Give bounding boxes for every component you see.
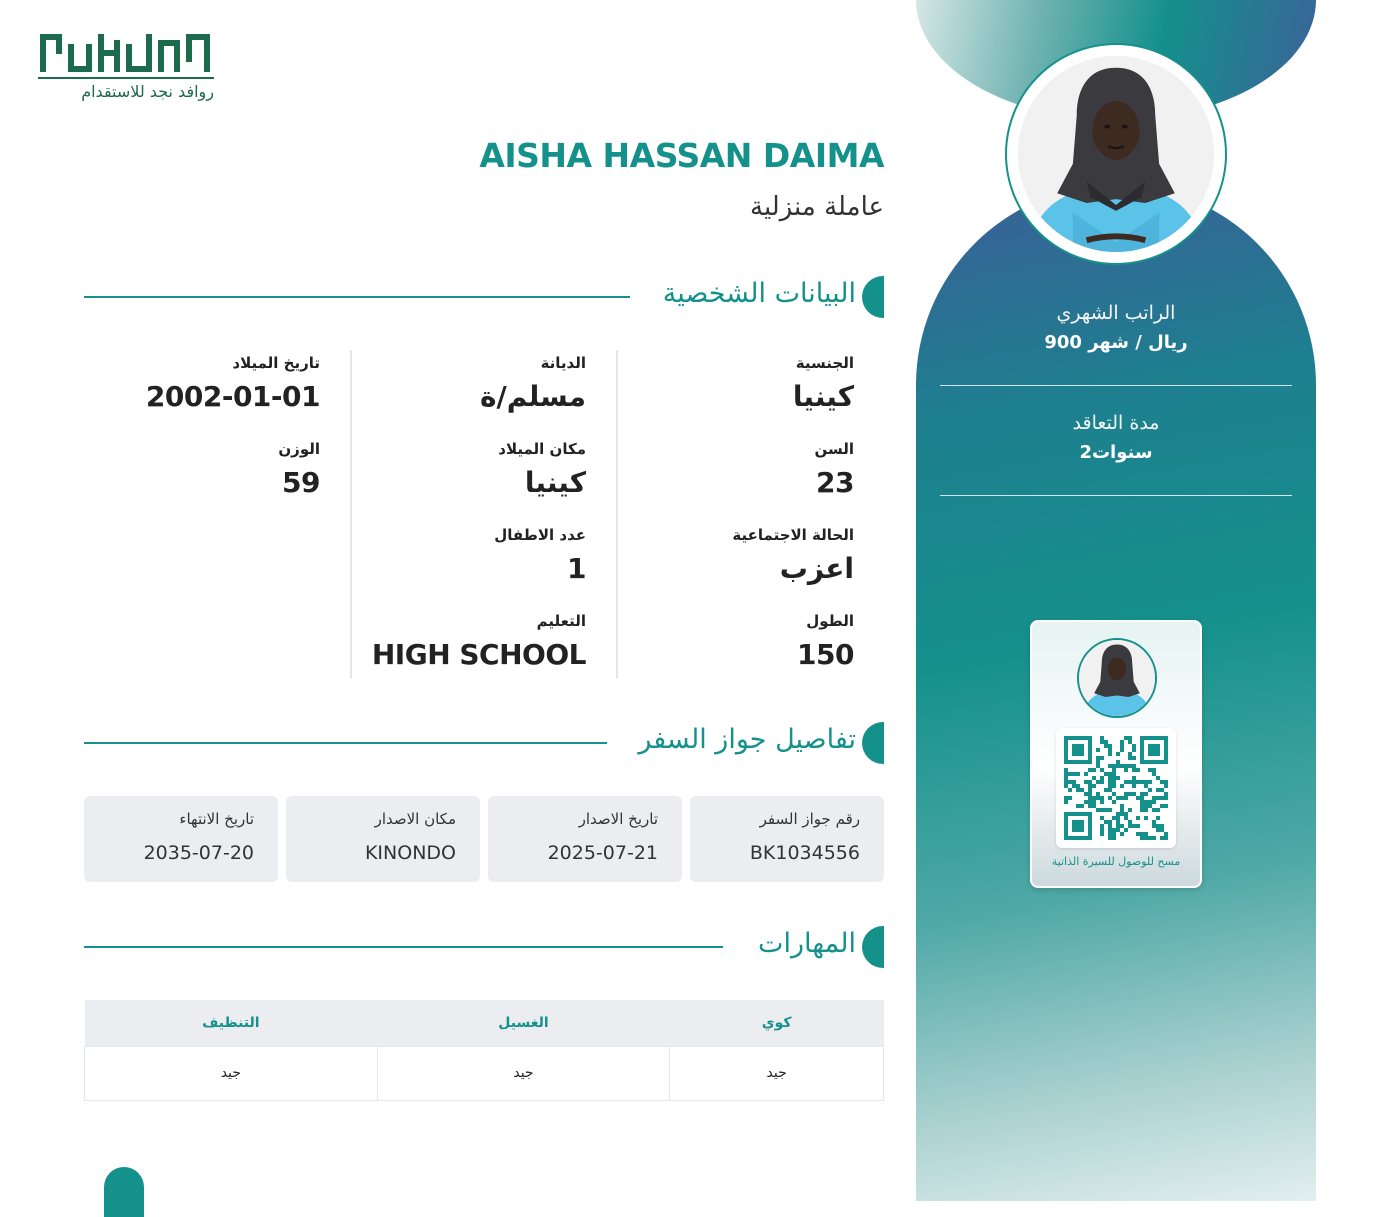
skills-level-row: [85, 1046, 884, 1100]
contract-block: [940, 412, 1292, 463]
section-tab-marker: [862, 926, 884, 968]
passport-field-value: BK1034556: [749, 842, 860, 864]
sidebar-divider: [940, 495, 1292, 496]
field-label: مكان الميلاد: [498, 440, 586, 458]
profile-photo-frame: [1005, 43, 1227, 265]
passport-issue-date-card: [488, 796, 682, 882]
section-rule: [84, 742, 607, 744]
passport-expiry-card: [84, 796, 278, 882]
field-label: السن: [814, 440, 854, 458]
passport-field-value: 2025-07-21: [547, 842, 658, 864]
personal-column: [352, 350, 618, 678]
field-children: [494, 526, 586, 585]
qr-caption: مسح للوصول للسيرة الذاتية: [1051, 855, 1181, 868]
skills-header-row: [85, 1000, 884, 1046]
profile-photo-illustration: [1018, 56, 1214, 252]
passport-field-label: تاريخ الانتهاء: [179, 810, 254, 828]
logo-tagline: روافد نجد للاستقدام: [81, 82, 214, 101]
skill-level: جيد: [377, 1046, 670, 1100]
candidate-name: AISHA HASSAN DAIMA: [479, 136, 884, 175]
passport-field-value: KINONDO: [364, 842, 456, 864]
passport-field-label: مكان الاصدار: [374, 810, 456, 828]
field-label: تاريخ الميلاد: [232, 354, 320, 372]
salary-value: 900 ريال / شهر: [1044, 332, 1188, 353]
skills-section-title: المهارات: [758, 928, 856, 959]
field-value: 59: [282, 466, 320, 499]
skill-header: التنظيف: [85, 1000, 378, 1046]
contract-label: مدة التعاقد: [1072, 412, 1160, 434]
passport-field-label: رقم جواز السفر: [759, 810, 860, 828]
personal-column: [86, 350, 352, 678]
field-label: الجنسية: [795, 354, 854, 372]
field-value: مسلم/ة: [480, 380, 586, 413]
skill-header: كوي: [670, 1000, 884, 1046]
field-education: [372, 612, 586, 671]
section-tab-marker: [862, 276, 884, 318]
field-value: كينيا: [524, 466, 586, 499]
field-nationality: [793, 354, 854, 413]
field-value: اعزب: [779, 552, 854, 585]
qr-code[interactable]: [1056, 728, 1176, 848]
section-rule: [84, 946, 723, 948]
logo-underline: [38, 77, 214, 79]
company-logo: [38, 30, 218, 106]
passport-section-heading: [84, 722, 884, 764]
field-birth-place: [498, 440, 586, 499]
field-label: الوزن: [278, 440, 320, 458]
qr-avatar-illustration: [1079, 640, 1155, 716]
field-marital-status: [732, 526, 854, 585]
field-value: 2002-01-01: [145, 380, 320, 413]
skill-header: الغسيل: [377, 1000, 670, 1046]
field-label: عدد الاطفال: [494, 526, 586, 544]
contract-value: 2سنوات: [1079, 442, 1153, 463]
passport-field-value: 2035-07-20: [143, 842, 254, 864]
field-label: الحالة الاجتماعية: [732, 526, 854, 544]
passport-number-card: [690, 796, 884, 882]
skill-level: جيد: [85, 1046, 378, 1100]
personal-section-title: البيانات الشخصية: [662, 278, 856, 309]
field-value: HIGH SCHOOL: [371, 638, 586, 671]
field-value: كينيا: [792, 380, 854, 413]
salary-block: [940, 302, 1292, 353]
qr-avatar: [1077, 638, 1157, 718]
field-birth-date: [146, 354, 320, 413]
passport-field-label: تاريخ الاصدار: [578, 810, 658, 828]
logo-mark-icon: [38, 30, 214, 74]
field-value: 150: [797, 638, 854, 671]
job-title: عاملة منزلية: [750, 192, 884, 222]
skills-table: [84, 1000, 884, 1101]
footer-decoration: [104, 1167, 144, 1217]
passport-section-title: تفاصيل جواز السفر: [638, 724, 856, 755]
field-value: 1: [567, 552, 586, 585]
qr-card[interactable]: [1030, 620, 1202, 888]
passport-details: [84, 796, 884, 882]
field-religion: [480, 354, 586, 413]
field-label: الطول: [806, 612, 854, 630]
field-value: 23: [816, 466, 854, 499]
skills-section-heading: [84, 926, 884, 968]
personal-column: [618, 350, 884, 678]
section-tab-marker: [862, 722, 884, 764]
passport-issue-place-card: [286, 796, 480, 882]
qr-code-icon: [1064, 736, 1168, 840]
salary-label: الراتب الشهري: [1056, 302, 1176, 324]
personal-data-grid: [84, 350, 884, 678]
field-label: التعليم: [536, 612, 586, 630]
personal-section-heading: [84, 276, 884, 318]
field-weight: [278, 440, 320, 499]
skill-level: جيد: [670, 1046, 884, 1100]
field-age: [814, 440, 854, 499]
profile-photo: [1016, 54, 1216, 254]
section-rule: [84, 296, 630, 298]
field-height: [797, 612, 854, 671]
sidebar-divider: [940, 385, 1292, 386]
field-label: الديانة: [540, 354, 586, 372]
